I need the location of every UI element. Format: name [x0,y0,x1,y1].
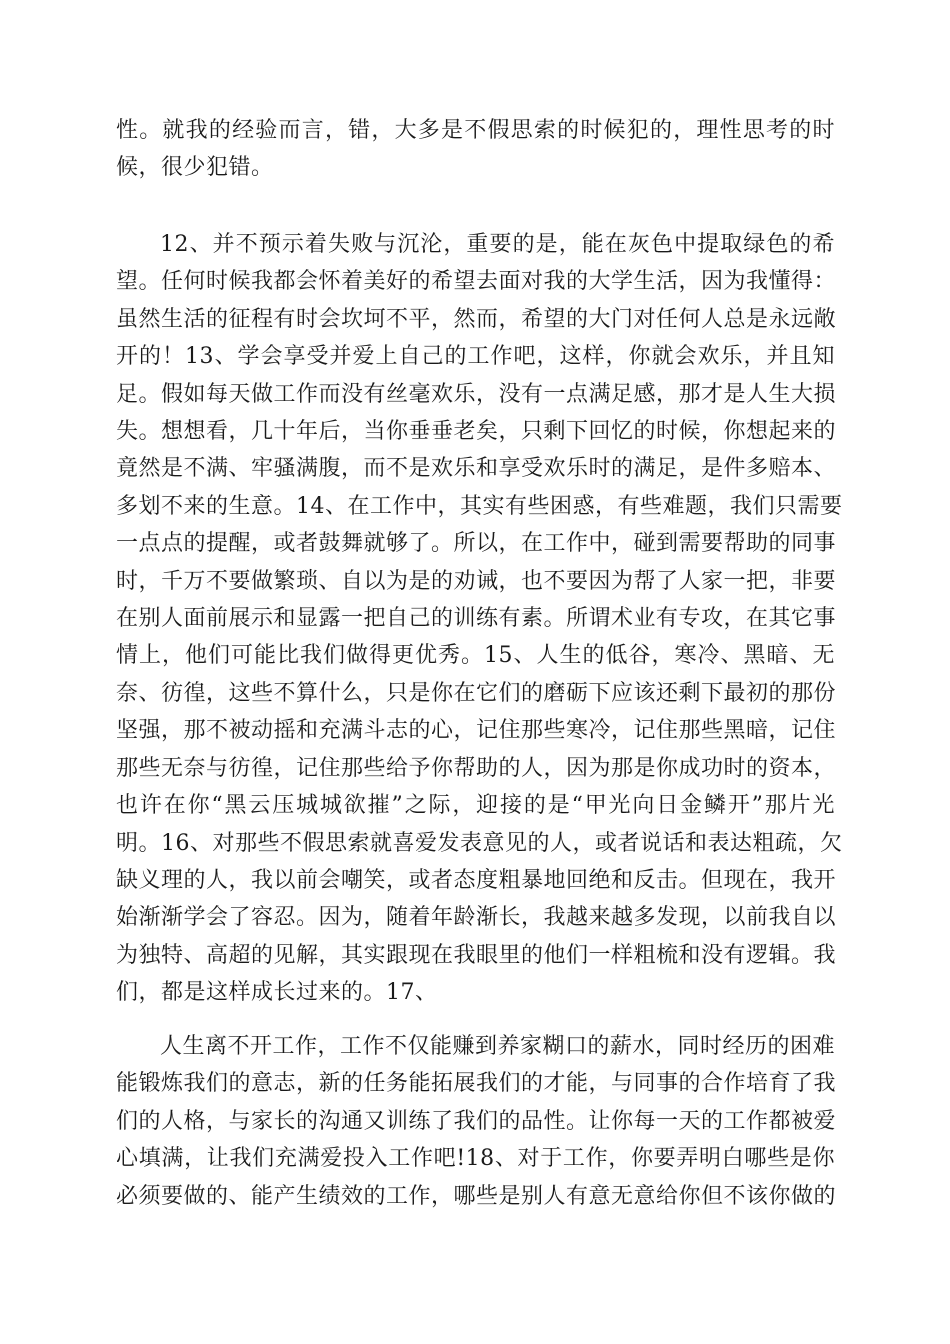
text-line: 性。就我的经验而言，错，大多是不假思索的时候犯的，理性思考的时 [116,118,835,143]
text-line: 缺义理的人，我以前会嘲笑，或者态度粗暴地回绝和反击。但现在，我开 [116,867,837,893]
paragraph-2 [116,226,843,1012]
text-line: 也许在你“黑云压城城欲摧”之际，迎接的是“甲光向日金鳞开”那片光 [116,793,835,819]
text-line: 们的人格，与家长的沟通又训练了我们的品性。让你每一天的工作都被爱 [116,1108,837,1134]
text-line: 在别人面前展示和显露一把自己的训练有素。所谓术业有专攻，在其它事 [116,606,837,632]
text-line: 们，都是这样成长过来的。17、 [116,980,438,1006]
text-line: 为独特、高超的见解，其实跟现在我眼里的他们一样粗梳和没有逻辑。我 [116,942,837,968]
paragraph-3 [116,1028,835,1215]
text-line: 竟然是不满、牢骚满腹，而不是欢乐和享受欢乐时的满足，是件多赔本、 [116,456,837,482]
text-line: 那些无奈与彷徨，记住那些给予你帮助的人，因为那是你成功时的资本， [116,755,837,781]
text-line: 多划不来的生意。14、在工作中，其实有些困惑，有些难题，我们只需要 [116,493,843,519]
text-line: 情上，他们可能比我们做得更优秀。15、人生的低谷，寒冷、黑暗、无 [116,643,835,669]
text-line: 心填满，让我们充满爱投入工作吧!18、对于工作，你要弄明白哪些是你 [116,1146,835,1172]
text-line: 失。想想看，几十年后，当你垂垂老矣，只剩下回忆的时候，你想起来的 [116,419,837,445]
text-line: 一点点的提醒，或者鼓舞就够了。所以，在工作中，碰到需要帮助的同事 [116,531,837,557]
text-line: 能锻炼我们的意志，新的任务能拓展我们的才能，与同事的合作培育了我 [116,1071,837,1097]
text-line: 开的！13、学会享受并爱上自己的工作吧，这样，你就会欢乐，并且知 [116,344,835,370]
text-line: 坚强，那不被动摇和充满斗志的心，记住那些寒冷，记住那些黑暗，记住 [116,718,837,744]
text-line: 望。任何时候我都会怀着美好的希望去面对我的大学生活，因为我懂得： [116,269,837,295]
text-line: 虽然生活的征程有时会坎坷不平，然而，希望的大门对任何人总是永远敞 [116,306,837,332]
text-line: 足。假如每天做工作而没有丝毫欢乐，没有一点满足感，那才是人生大损 [116,381,837,407]
text-line: 候，很少犯错。 [116,155,274,181]
text-line: 12、并不预示着失败与沉沦，重要的是，能在灰色中提取绿色的希 [160,232,835,257]
text-line: 明。16、对那些不假思索就喜爱发表意见的人，或者说话和表达粗疏，欠 [116,830,843,856]
text-line: 奈、彷徨，这些不算什么，只是你在它们的磨砺下应该还剩下最初的那份 [116,680,837,706]
text-line: 时，千万不要做繁琐、自以为是的劝诫，也不要因为帮了人家一把，非要 [116,568,837,594]
paragraph-1 [116,112,835,187]
text-line: 始渐渐学会了容忍。因为，随着年龄渐长，我越来越多发现，以前我自以 [116,905,837,931]
text-line: 必须要做的、能产生绩效的工作，哪些是别人有意无意给你但不该你做的 [116,1183,837,1209]
text-line: 人生离不开工作，工作不仅能赚到养家糊口的薪水，同时经历的困难 [160,1034,836,1059]
